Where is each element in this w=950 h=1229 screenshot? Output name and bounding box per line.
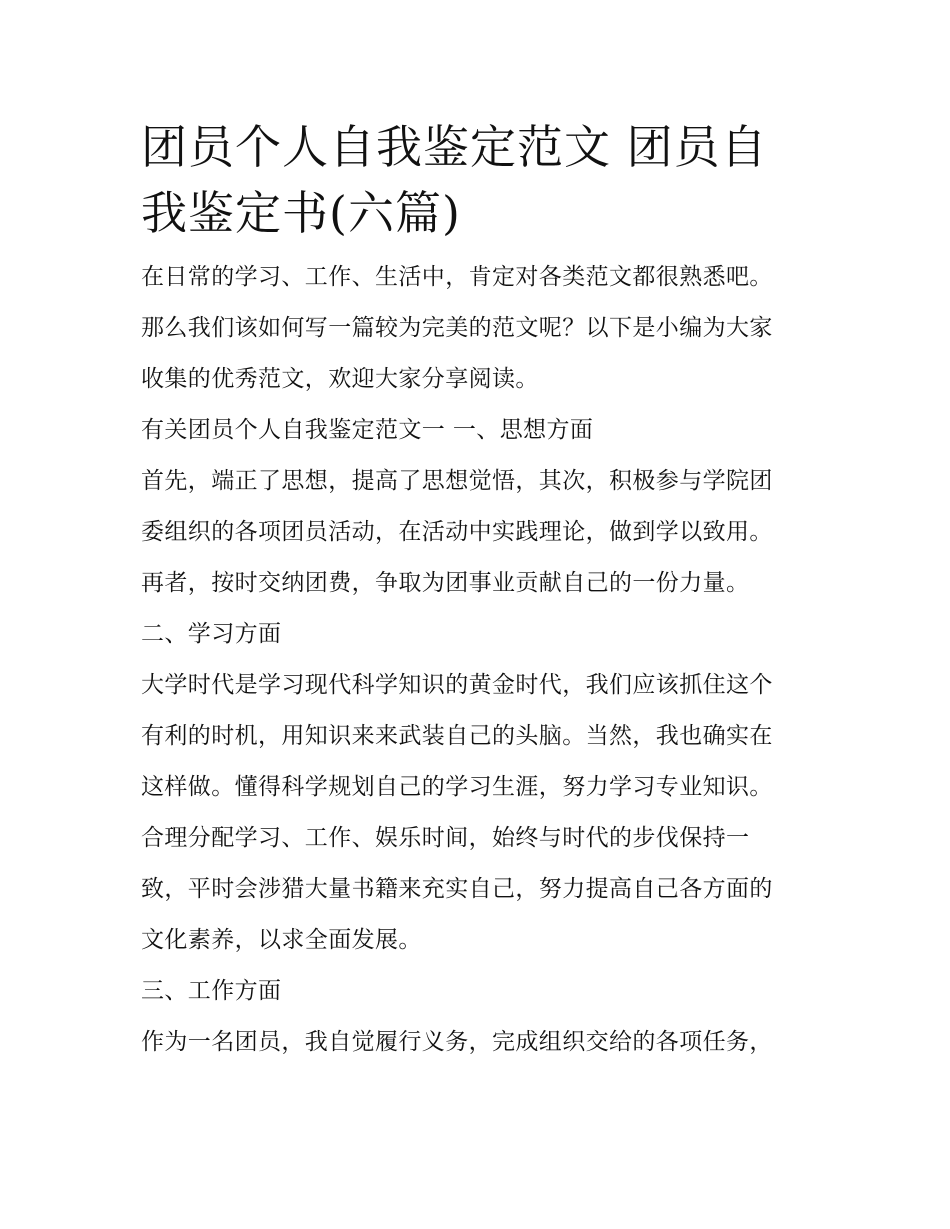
- thought-paragraph: [141, 456, 821, 609]
- title-line: 团员个人自我鉴定范文 团员自: [141, 120, 768, 174]
- paragraph-line: 致，平时会涉猎大量书籍来充实自己，努力提高自己各方面的: [141, 876, 773, 902]
- paragraph-line: 首先，端正了思想，提高了思想觉悟，其次，积极参与学院团: [141, 468, 773, 494]
- paragraph-line: 作为一名团员，我自觉履行义务，完成组织交给的各项任务，: [141, 1029, 773, 1055]
- paragraph-line: 这样做。懂得科学规划自己的学习生涯，努力学习专业知识。: [141, 774, 773, 800]
- section-heading-work: [141, 966, 821, 1017]
- title-line: 我鉴定书(六篇): [141, 186, 461, 240]
- paragraph-line: 有利的时机，用知识来来武装自己的头脑。当然，我也确实在: [141, 723, 773, 749]
- paragraph-line: 再者，按时交纳团费，争取为团事业贡献自己的一份力量。: [141, 570, 750, 596]
- section-heading: 有关团员个人自我鉴定范文一 一、思想方面: [141, 417, 594, 443]
- paragraph-line: 那么我们该如何写一篇较为完美的范文呢？以下是小编为大家: [141, 315, 773, 341]
- paragraph-line: 文化素养，以求全面发展。: [141, 927, 422, 953]
- section-heading-study: [141, 609, 821, 660]
- paragraph-line: 在日常的学习、工作、生活中，肯定对各类范文都很熟悉吧。: [141, 264, 773, 290]
- section-heading: 三、工作方面: [141, 978, 282, 1004]
- study-paragraph: [141, 660, 821, 966]
- paragraph-line: 委组织的各项团员活动，在活动中实践理论，做到学以致用。: [141, 519, 773, 545]
- document-title: [141, 114, 821, 246]
- section-heading-thought: [141, 405, 821, 456]
- section-heading: 二、学习方面: [141, 621, 282, 647]
- paragraph-line: 合理分配学习、工作、娱乐时间，始终与时代的步伐保持一: [141, 825, 750, 851]
- intro-paragraph: [141, 252, 821, 405]
- paragraph-line: 大学时代是学习现代科学知识的黄金时代，我们应该抓住这个: [141, 672, 773, 698]
- work-paragraph: [141, 1017, 821, 1068]
- document-body: [141, 114, 821, 1068]
- paragraph-line: 收集的优秀范文，欢迎大家分享阅读。: [141, 366, 539, 392]
